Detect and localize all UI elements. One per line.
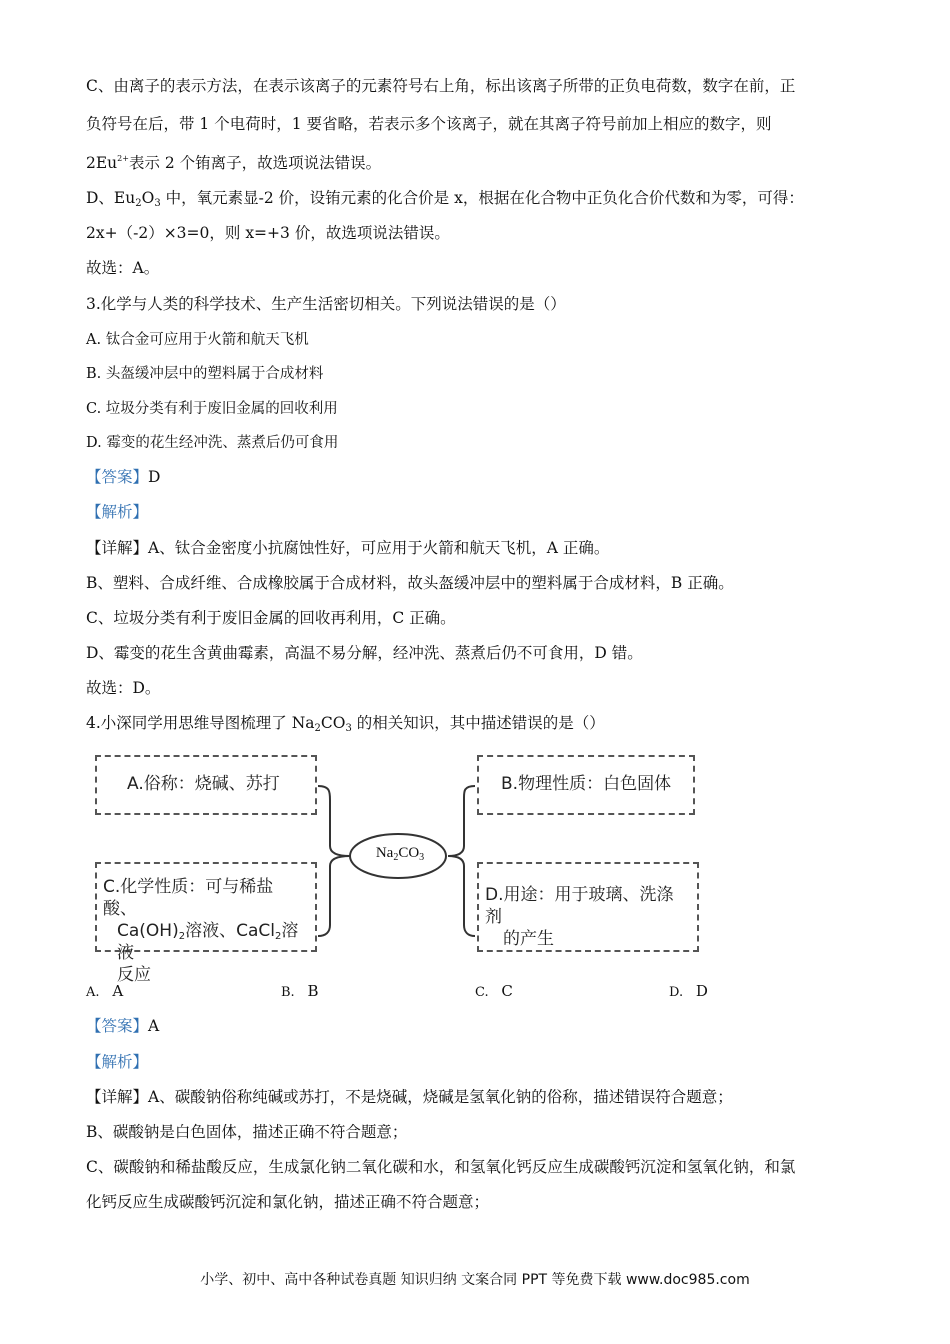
text-run: 溶液、CaCl [185, 921, 275, 941]
text-run: Na [375, 845, 394, 861]
answer-value: D [148, 468, 161, 486]
option-d: D. 霉变的花生经冲洗、蒸煮后仍可食用 [86, 435, 339, 451]
subscript: 2 [135, 198, 142, 209]
box-c-line3: 反应 [117, 965, 151, 985]
page-footer: 小学、初中、高中各种试卷真题 知识归纳 文案合同 PPT 等免费下载 www.doc985.com [200, 1272, 750, 1288]
subscript: 2 [178, 931, 186, 942]
text-run: 4.小深同学用思维导图梳理了 Na [86, 714, 315, 732]
text-line: 负符号在后，带 1 个电荷时，1 要省略，若表示多个该离子，就在其离子符号前加上相应的数字，则 [86, 115, 772, 133]
box-d-line1: D.用途：用于玻璃、洗涤剂 [485, 885, 674, 927]
center-label [352, 845, 448, 862]
subscript: 3 [154, 198, 161, 209]
text-line: C、由离子的表示方法，在表示该离子的元素符号右上角，标出该离子所带的正负电荷数，数字在前，正 [86, 77, 796, 95]
box-d-line2: 的产生 [503, 929, 554, 949]
option-c: C. 垃圾分类有利于废旧金属的回收利用 [86, 401, 338, 417]
text-run: 中，氧元素显-2 价，设铕元素的化合价是 x，根据在化合物中正负化合价代数和为零，可得： [160, 189, 804, 207]
text-line: 故选：A。 [86, 259, 160, 277]
detail-line: B、塑料、合成纤维、合成橡胶属于合成材料，故头盔缓冲层中的塑料属于合成材料，B 正确。 [86, 574, 734, 592]
detail-text: A、碳酸钠俗称纯碱或苏打，不是烧碱，烧碱是氢氧化钠的俗称，描述错误符合题意； [148, 1088, 733, 1106]
text-run: 溶液 [117, 921, 299, 963]
option-b: B. 头盔缓冲层中的塑料属于合成材料 [86, 366, 324, 382]
left-brace [318, 786, 350, 936]
text-run: D、Eu [86, 189, 136, 207]
text-run: CO [320, 714, 346, 732]
detail-tag: 【详解】 [86, 539, 149, 557]
detail-line: 化钙反应生成碳酸钙沉淀和氯化钠，描述正确不符合题意； [86, 1193, 490, 1211]
analysis-tag: 【解析】 [86, 503, 149, 521]
superscript: 2+ [117, 154, 129, 163]
detail-line [86, 1087, 733, 1107]
answer-line [86, 1016, 159, 1036]
option-value: A [112, 982, 124, 1000]
subscript: 2 [393, 852, 399, 863]
subscript: 3 [419, 852, 425, 863]
option-c [475, 982, 513, 1000]
option-value: D [695, 982, 708, 1000]
option-a: A. 钛合金可应用于火箭和航天飞机 [86, 332, 309, 348]
conclusion: 故选：D。 [86, 679, 161, 697]
box-b-text: B.物理性质：白色固体 [501, 774, 672, 794]
option-value: C [501, 982, 513, 1000]
text-run: Ca(OH) [117, 921, 179, 941]
option-d [669, 982, 708, 1000]
text-run: CO [398, 845, 420, 861]
answer-tag: 【答案】 [86, 468, 149, 486]
right-brace [448, 786, 475, 936]
option-b [281, 982, 319, 1000]
option-letter: C. [475, 985, 489, 1000]
text-line: 2x+（-2）×3=0，则 x=+3 价，故选项说法错误。 [86, 224, 450, 242]
detail-line: C、垃圾分类有利于废旧金属的回收再利用，C 正确。 [86, 609, 456, 627]
text-run: 表示 2 个铕离子，故选项说法错误。 [128, 154, 382, 172]
option-letter: B. [281, 985, 295, 1000]
detail-line: C、碳酸钠和稀盐酸反应，生成氯化钠二氧化碳和水，和氢氧化钙反应生成碳酸钙沉淀和氢氧化钠，和氯 [86, 1158, 796, 1176]
detail-text: A、钛合金密度小抗腐蚀性好，可应用于火箭和航天飞机，A 正确。 [148, 539, 610, 557]
answer-tag: 【答案】 [86, 1017, 149, 1035]
detail-tag: 【详解】 [86, 1088, 149, 1106]
subscript: 3 [345, 723, 352, 734]
detail-line: B、碳酸钠是白色固体，描述正确不符合题意； [86, 1123, 408, 1141]
subscript: 2 [314, 723, 321, 734]
option-letter: A. [86, 985, 100, 1000]
option-value: B [307, 982, 319, 1000]
box-a-text: A.俗称：烧碱、苏打 [127, 774, 280, 794]
detail-line: D、霉变的花生含黄曲霉素，高温不易分解，经冲洗、蒸煮后仍不可食用，D 错。 [86, 644, 643, 662]
option-letter: D. [669, 985, 684, 1000]
box-c-line1: C.化学性质：可与稀盐酸、 [103, 877, 274, 919]
subscript: 2 [274, 931, 282, 942]
question-stem: 3.化学与人类的科学技术、生产生活密切相关。下列说法错误的是（） [86, 295, 566, 313]
answer-value: A [148, 1017, 160, 1035]
option-a [86, 982, 123, 1000]
analysis-tag: 【解析】 [86, 1053, 149, 1071]
text-run: O [141, 189, 155, 207]
text-run: 的相关知识，其中描述错误的是（） [351, 714, 605, 732]
text-run: 2Eu [86, 154, 118, 172]
